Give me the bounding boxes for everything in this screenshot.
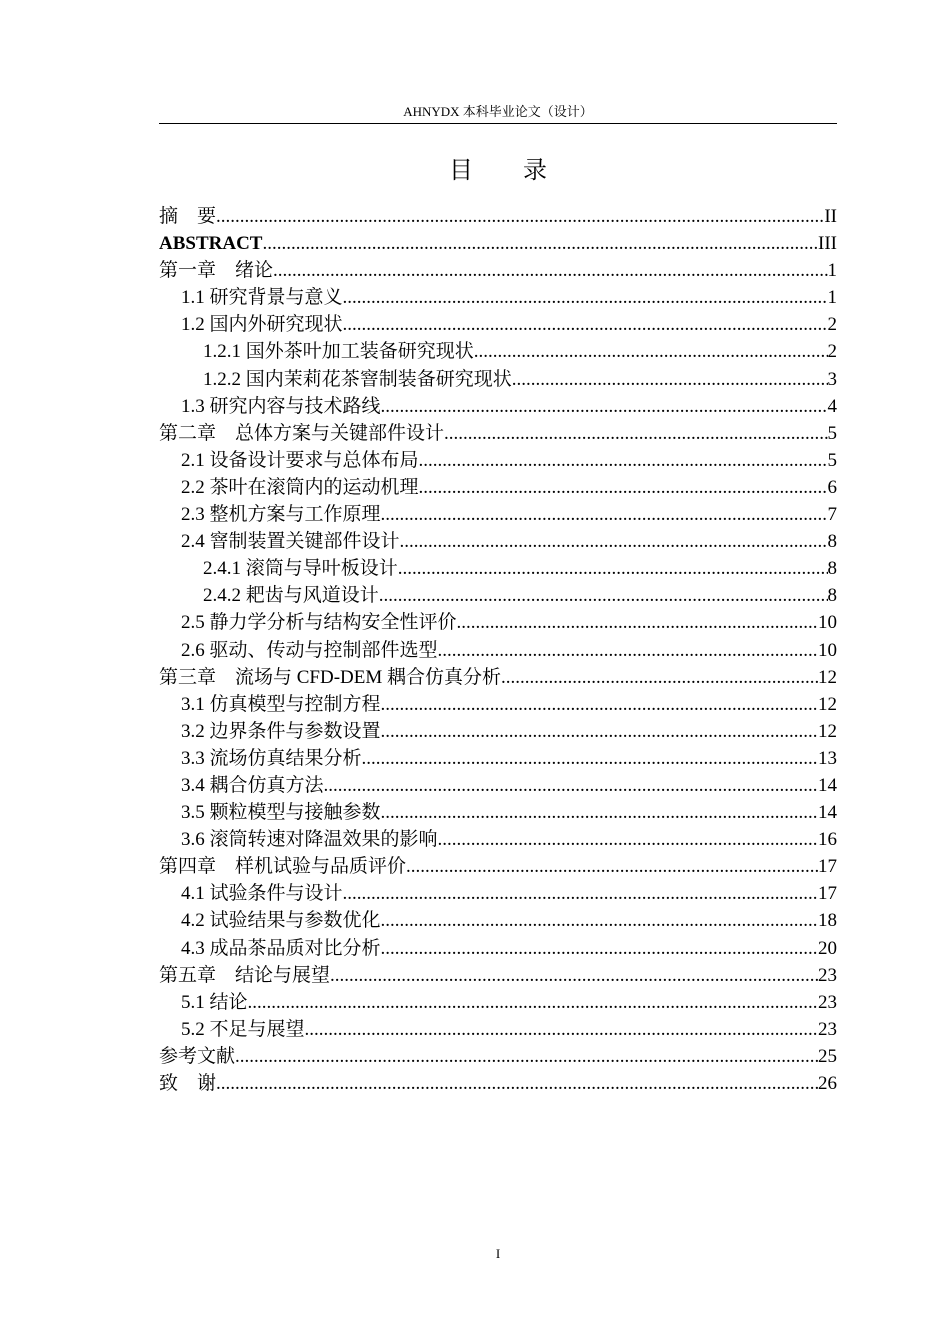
toc-entry-label: 3.4 耦合仿真方法: [181, 774, 324, 796]
toc-entry-page: 12: [818, 666, 837, 688]
toc-dot-leader: [381, 799, 818, 826]
toc-entry-label: 2.1 设备设计要求与总体布局: [181, 449, 419, 471]
toc-entry-label: 3.2 边界条件与参数设置: [181, 720, 381, 742]
page-number: I: [495, 1246, 501, 1261]
toc-entry-label: 第五章 结论与展望: [159, 964, 331, 986]
toc-entry-page: 6: [827, 476, 837, 498]
toc-dot-leader: [419, 474, 828, 501]
toc-entry-page: 2: [827, 341, 837, 363]
toc-entry[interactable]: [159, 501, 837, 528]
toc-entry-label: 2.4 窨制装置关键部件设计: [181, 531, 400, 553]
toc-entry-page: 4: [827, 395, 837, 417]
toc-entry[interactable]: [159, 989, 837, 1016]
toc-entry[interactable]: [159, 1043, 837, 1070]
toc-dot-leader: [216, 1070, 818, 1097]
header-divider: [159, 123, 837, 124]
toc-dot-leader: [474, 338, 828, 365]
toc-dot-leader: [379, 582, 828, 609]
toc-dot-leader: [330, 962, 818, 989]
toc-entry-label: 4.2 试验结果与参数优化: [181, 910, 381, 932]
toc-entry-label: 1.2 国内外研究现状: [181, 314, 343, 336]
toc-entry[interactable]: [159, 366, 837, 393]
toc-entry-label: 3.5 颗粒模型与接触参数: [181, 802, 381, 824]
toc-entry[interactable]: [159, 555, 837, 582]
toc-entry[interactable]: [159, 338, 837, 365]
toc-entry-page: 17: [818, 856, 837, 878]
toc-entry-label: 参考文献: [159, 1045, 236, 1067]
toc-dot-leader: [362, 745, 818, 772]
toc-dot-leader: [262, 230, 818, 257]
toc-entry-label: 致 谢: [159, 1073, 217, 1094]
toc-entry-label: 2.5 静力学分析与结构安全性评价: [181, 612, 457, 634]
toc-dot-leader: [343, 880, 818, 907]
toc-entry-label: 2.4.1 滚筒与导叶板设计: [203, 558, 398, 580]
toc-dot-leader: [438, 637, 818, 664]
toc-entry-page: 10: [818, 639, 837, 661]
toc-entry-label: 第三章 流场与 CFD-DEM 耦合仿真分析: [159, 666, 502, 688]
toc-entry[interactable]: [159, 962, 837, 989]
toc-dot-leader: [343, 284, 828, 311]
toc-entry[interactable]: [159, 609, 837, 636]
toc-dot-leader: [343, 311, 828, 338]
toc-entry-page: 16: [818, 829, 837, 851]
toc-entry[interactable]: [159, 935, 837, 962]
toc-entry-page: 23: [818, 964, 837, 986]
toc-entry[interactable]: [159, 1070, 837, 1097]
toc-dot-leader: [457, 609, 818, 636]
toc-entry-label: 1.2.1 国外茶叶加工装备研究现状: [203, 341, 474, 363]
toc-entry-label: 第四章 样机试验与品质评价: [159, 856, 407, 878]
toc-entry-page: 8: [827, 558, 837, 580]
toc-entry[interactable]: [159, 880, 837, 907]
toc-entry-page: 3: [827, 368, 837, 390]
toc-entry-label: 3.6 滚筒转速对降温效果的影响: [181, 829, 438, 851]
toc-entry[interactable]: [159, 311, 837, 338]
toc-entry[interactable]: [159, 420, 837, 447]
toc-entry-label: 2.4.2 耙齿与风道设计: [203, 585, 379, 607]
toc-dot-leader: [381, 691, 818, 718]
toc-entry-page: III: [818, 233, 837, 255]
toc-entry-page: 12: [818, 693, 837, 715]
toc-entry[interactable]: [159, 907, 837, 934]
toc-dot-leader: [381, 718, 818, 745]
toc-dot-leader: [305, 1016, 818, 1043]
toc-dot-leader: [381, 393, 828, 420]
toc-entry[interactable]: [159, 230, 837, 257]
toc-entry-page: 2: [827, 314, 837, 336]
toc-entry-label: 2.6 驱动、传动与控制部件选型: [181, 639, 438, 661]
toc-dot-leader: [438, 826, 818, 853]
toc-entry-label: 3.1 仿真模型与控制方程: [181, 693, 381, 715]
toc-entry-label: 1.1 研究背景与意义: [181, 287, 343, 309]
toc-entry-label: 4.1 试验条件与设计: [181, 883, 343, 905]
toc-entry-page: 14: [818, 802, 837, 824]
toc-dot-leader: [444, 420, 827, 447]
toc-dot-leader: [273, 257, 827, 284]
toc-dot-leader: [400, 528, 828, 555]
table-of-contents: [159, 203, 837, 1097]
toc-entry-label: 3.3 流场仿真结果分析: [181, 747, 362, 769]
toc-entry-page: 8: [827, 531, 837, 553]
toc-entry[interactable]: [159, 257, 837, 284]
toc-entry[interactable]: [159, 718, 837, 745]
page-header: AHNYDX 本科毕业论文（设计）: [403, 104, 593, 119]
toc-entry-page: 17: [818, 883, 837, 905]
toc-dot-leader: [248, 989, 818, 1016]
toc-entry-label: 5.1 结论: [181, 991, 248, 1013]
toc-entry-page: 5: [827, 449, 837, 471]
toc-entry-label: 第二章 总体方案与关键部件设计: [159, 422, 445, 444]
toc-entry-page: 20: [818, 937, 837, 959]
toc-entry-label: 2.3 整机方案与工作原理: [181, 504, 381, 526]
toc-entry[interactable]: [159, 691, 837, 718]
toc-entry[interactable]: [159, 582, 837, 609]
toc-entry-label: 4.3 成品茶品质对比分析: [181, 937, 381, 959]
toc-dot-leader: [216, 203, 824, 230]
toc-dot-leader: [324, 772, 818, 799]
toc-entry[interactable]: [159, 284, 837, 311]
toc-entry-page: 12: [818, 720, 837, 742]
toc-entry-label: ABSTRACT: [159, 233, 263, 255]
toc-entry[interactable]: [159, 474, 837, 501]
toc-entry-label: 摘 要: [159, 206, 217, 227]
toc-dot-leader: [501, 664, 818, 691]
toc-entry[interactable]: [159, 772, 837, 799]
toc-entry[interactable]: [159, 1016, 837, 1043]
toc-entry-page: 5: [827, 422, 837, 444]
toc-entry-page: 10: [818, 612, 837, 634]
toc-entry[interactable]: [159, 799, 837, 826]
toc-dot-leader: [398, 555, 828, 582]
toc-entry[interactable]: [159, 826, 837, 853]
toc-entry[interactable]: [159, 637, 837, 664]
toc-entry-page: 18: [818, 910, 837, 932]
toc-dot-leader: [419, 447, 828, 474]
toc-entry[interactable]: [159, 853, 837, 880]
toc-entry-page: 1: [827, 260, 837, 282]
toc-entry-page: II: [824, 206, 837, 227]
toc-dot-leader: [381, 501, 828, 528]
toc-entry-label: 1.3 研究内容与技术路线: [181, 395, 381, 417]
toc-entry-label: 5.2 不足与展望: [181, 1018, 305, 1040]
toc-entry-label: 1.2.2 国内茉莉花茶窨制装备研究现状: [203, 368, 512, 390]
toc-entry-label: 第一章 绪论: [159, 260, 274, 282]
toc-entry-page: 23: [818, 991, 837, 1013]
toc-entry-page: 25: [818, 1045, 837, 1067]
toc-entry-page: 7: [827, 504, 837, 526]
toc-entry-page: 26: [818, 1073, 837, 1094]
toc-entry[interactable]: [159, 528, 837, 555]
toc-dot-leader: [235, 1043, 818, 1070]
toc-entry[interactable]: [159, 447, 837, 474]
toc-entry[interactable]: [159, 393, 837, 420]
toc-entry-page: 13: [818, 747, 837, 769]
toc-entry-page: 23: [818, 1018, 837, 1040]
toc-entry-label: 2.2 茶叶在滚筒内的运动机理: [181, 476, 419, 498]
toc-dot-leader: [381, 907, 818, 934]
toc-entry[interactable]: [159, 664, 837, 691]
toc-dot-leader: [406, 853, 818, 880]
toc-entry[interactable]: [159, 203, 837, 230]
toc-entry-page: 8: [827, 585, 837, 607]
toc-entry[interactable]: [159, 745, 837, 772]
toc-entry-page: 14: [818, 774, 837, 796]
toc-dot-leader: [381, 935, 818, 962]
toc-title: 目 录: [449, 158, 569, 184]
toc-entry-page: 1: [827, 287, 837, 309]
toc-dot-leader: [512, 366, 828, 393]
